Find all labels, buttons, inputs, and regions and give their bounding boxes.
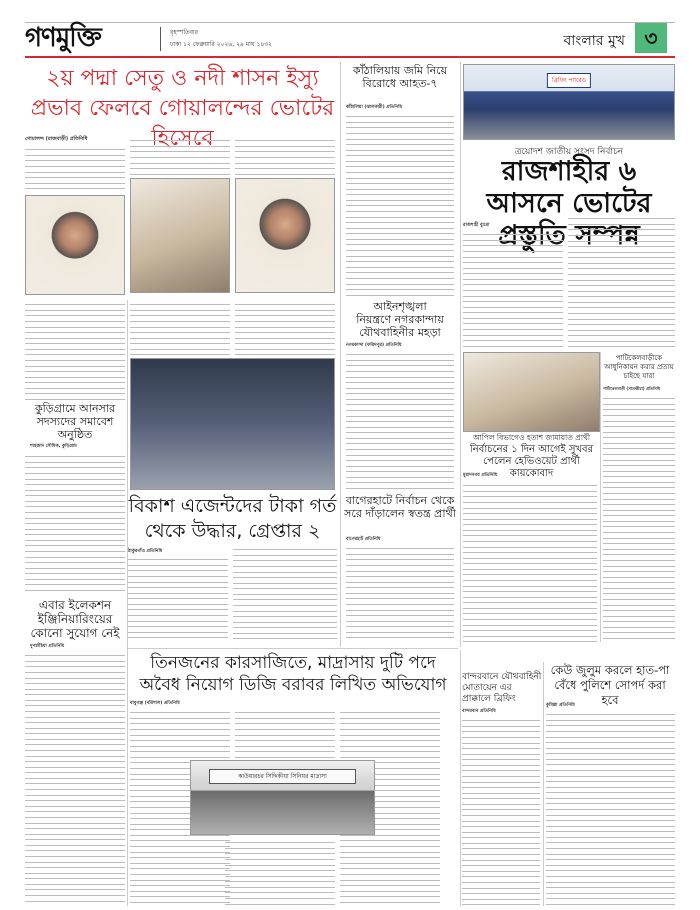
bagerhat-headline[interactable]: বাগেরহাটে নির্বাচন থেকে সরে দাঁড়ালেন স্বতন্ত্র প্রার্থী (344, 494, 456, 520)
column-divider (600, 352, 601, 642)
patikelbari-body (603, 394, 675, 644)
page-number-badge: ৩ (635, 23, 667, 53)
newspaper-logo: গণমুক্তি (25, 23, 101, 53)
bkash-headline[interactable]: বিকাশ এজেন্টদের টাকা গর্ত থেকে উদ্ধার, গ্রেপ্তার ২ (128, 495, 337, 542)
police-body (546, 710, 675, 906)
kaikobad-body (463, 481, 597, 643)
rajshahi-headline[interactable]: রাজশাহীর ৬ আসনে ভোটের প্রস্তুতি সম্পন্ন (486, 156, 652, 251)
issue-day: বৃহস্পতিবার (170, 29, 198, 36)
masthead-divider (160, 27, 161, 51)
election-engineering-body (25, 651, 125, 906)
bandarban-headline[interactable]: বান্দরবানে যৌথবাহিনী মোতায়েন এর প্রাক্কালে ব্রিফিং (462, 672, 542, 704)
madrasa-body-col2 (235, 708, 335, 758)
column-divider (460, 62, 461, 647)
nagarkanda-headline[interactable]: নিয়ন্ত্রণে নগরকান্দায় যৌথবাহিনীর মহড়া (356, 313, 444, 339)
kaikobad-headline[interactable]: নির্বাচনের ১ দিন আগেই সুখবর পেলেন হেভিওয়েট প্রার্থী কায়কোবাদ (469, 444, 594, 479)
lead-body-col2 (130, 136, 230, 176)
police-byline: কুমিল্লা প্রতিনিধি (546, 703, 575, 708)
kurigram-byline: শাহজাদ সৌমিক, কুড়িগ্রাম (30, 444, 77, 449)
nagarkanda-headline-kicker[interactable]: আইনশৃঙ্খলা (373, 300, 427, 313)
rajshahi-byline: রাজশাহী ব্যুরো (463, 223, 490, 228)
lead-headline[interactable]: ২য় পদ্মা সেতু ও নদী শাসন ইস্যু প্রভাব ফেলবে গোয়ালন্দের ভোটের হিসেবে (30, 66, 335, 151)
bkash-arrest-photo (130, 358, 335, 490)
bandarban-body (462, 716, 540, 906)
election-engineering-headline[interactable]: এবার ইলেকশন ইঞ্জিনিয়ারিংয়ের কোনো সুযোগ নেই (30, 598, 120, 640)
column-divider (543, 662, 544, 906)
column-divider (340, 62, 341, 647)
lead-body-col5 (130, 300, 230, 355)
nagarkanda-byline: নগরকান্দা (ফরিদপুর) প্রতিনিধি (346, 343, 402, 348)
police-headline[interactable]: কেউ জুলুম করলে হাত-পা বেঁধে পুলিশে সোপর্দ করা হবে (550, 663, 670, 707)
photo-banner-text: ব্রিফিং প্যারেড (547, 73, 591, 88)
lead-body-col6 (235, 300, 335, 355)
issue-date: ঢাকা ১২ ফেব্রুয়ারি ২০২৬, ২৯ মাঘ ১৪৩২ (170, 41, 273, 48)
patikelbari-byline: পাটিকেলবাড়ী (সাতক্ষীরা) প্রতিনিধি (603, 386, 661, 391)
lead-candidate-photo-2 (130, 178, 230, 293)
kurigram-headline[interactable]: কুড়িগ্রামে আনসার সদস্যদের সমাবেশ অনুষ্ঠিত (34, 402, 116, 441)
kathaliya-body (346, 112, 454, 297)
lead-byline: গোয়ালন্দ (রাজবাড়ী) প্রতিনিধি (25, 136, 88, 142)
madrasa-building-photo (190, 760, 375, 835)
kaikobad-byline: মুরাদনগর প্রতিনিধি (463, 473, 498, 478)
madrasa-headline[interactable]: তিনজনের কারসাজিতে, মাদ্রাসায় দুটি পদে অবৈধ নিয়োগ ডিজি বরাবর লিখিত অভিযোগ (139, 653, 447, 695)
bkash-body-col2 (233, 545, 337, 643)
masthead-red-rule (25, 56, 675, 58)
bagerhat-byline: বাগেরহাট প্রতিনিধি (346, 537, 381, 542)
lead-body-col1 (25, 145, 125, 193)
column-divider (127, 300, 128, 906)
rajshahi-briefing-photo (463, 64, 675, 140)
section-divider (128, 648, 458, 649)
rajshahi-body-col1 (463, 230, 563, 350)
rajshahi-body-col2 (568, 214, 675, 350)
madrasa-byline: বাবুগঞ্জ (বরিশাল) প্রতিনিধি (130, 701, 180, 706)
bkash-byline: ঠাকুরগাঁও প্রতিনিধি (128, 549, 163, 554)
madrasa-body-col4 (225, 838, 335, 906)
rajshahi-kicker: ত্রয়োদশ জাতীয় সংসদ নির্বাচন (514, 147, 624, 157)
lead-candidate-photo-1 (25, 195, 125, 295)
bagerhat-body (346, 544, 454, 642)
lead-candidate-photo-3 (235, 178, 335, 293)
lead-body-col3 (235, 136, 335, 176)
nagarkanda-body (346, 350, 454, 490)
bandarban-byline: বান্দরবান প্রতিনিধি (462, 709, 496, 714)
section-title: বাংলার মুখ (563, 33, 625, 49)
madrasa-signboard: কাউয়ারচর সিদ্দিকীয়া সিনিয়র মাদ্রাসা (209, 769, 355, 784)
kathaliya-headline[interactable]: কাঁঠালিয়ায় জমি নিয়ে বিরোধে আহত-৭ (352, 64, 448, 90)
masthead (25, 22, 675, 52)
bkash-body-col1 (128, 555, 228, 643)
patikelbari-headline[interactable]: পাটিকেলবাড়ীকে আধুনিকায়ন করার প্রত্যয় চাইছে যারা (604, 354, 674, 380)
kathaliya-byline: কাঁঠালিয়া (ঝালকাঠী) প্রতিনিধি (346, 105, 403, 110)
election-engineering-byline: দুপচাঁচিয়া প্রতিনিধি (30, 644, 65, 649)
column-divider (460, 650, 461, 906)
kurigram-body (25, 452, 125, 592)
kaikobad-kicker: আপিল বিভাগেও হতাশ জামায়াত প্রার্থী (472, 433, 591, 442)
lead-body-col4 (25, 300, 125, 400)
kaikobad-photo (463, 352, 600, 432)
